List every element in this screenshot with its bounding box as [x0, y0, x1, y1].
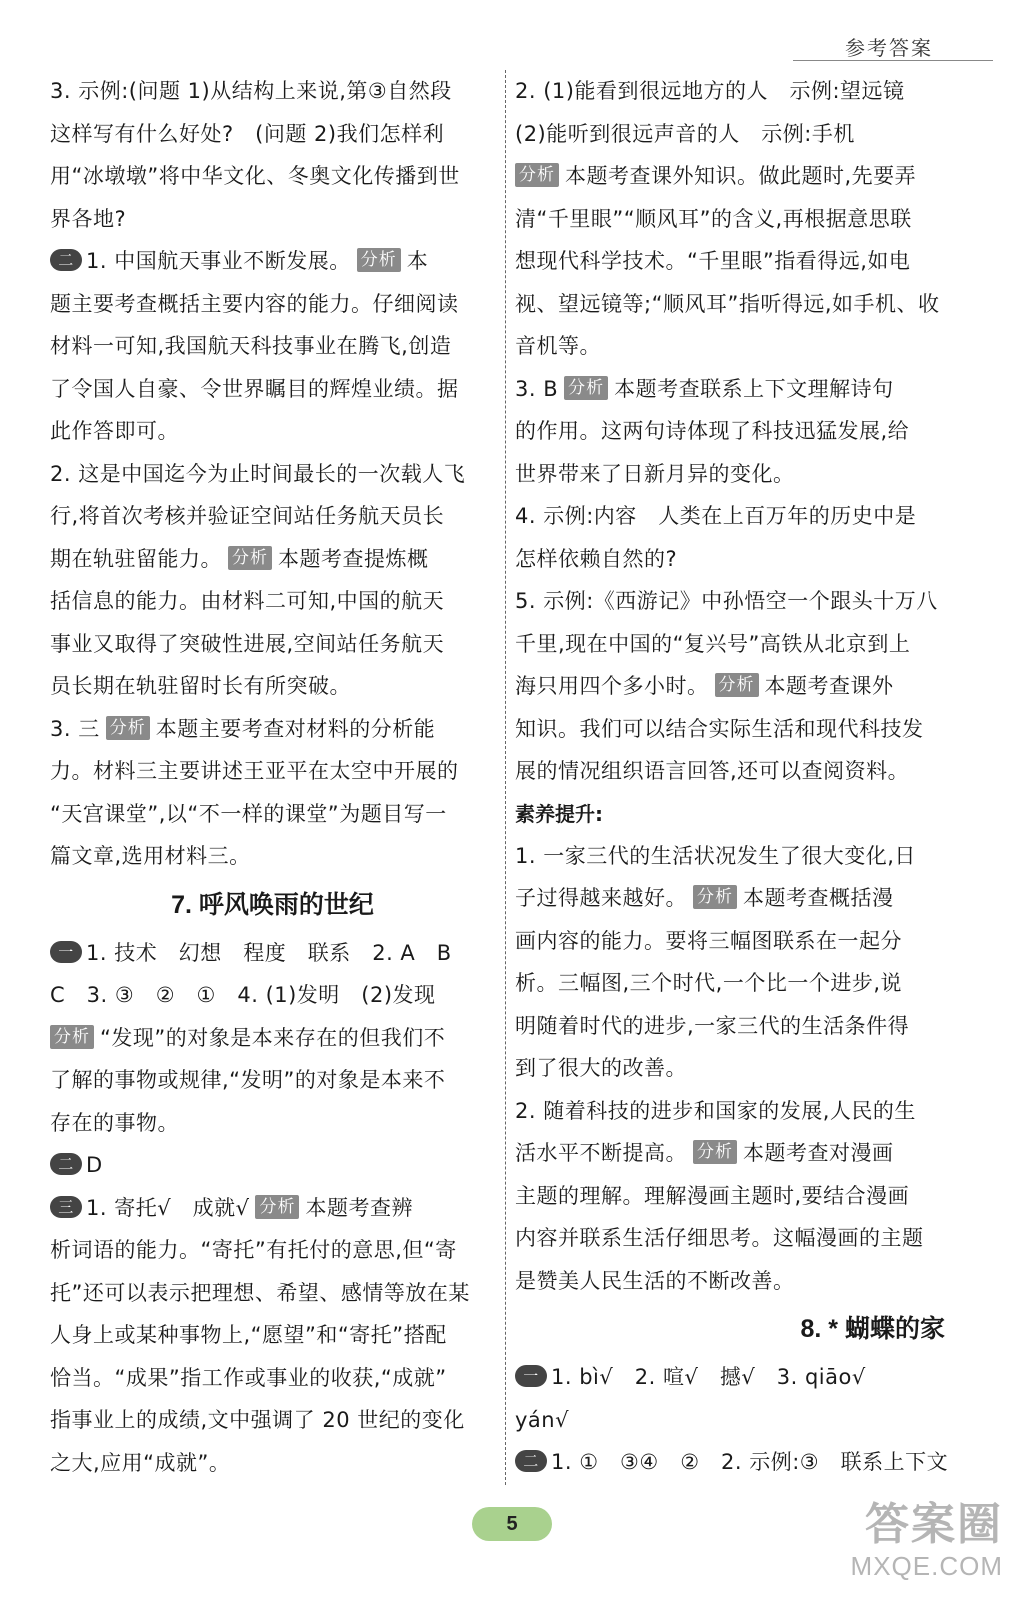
text-line: 题主要考查概括主要内容的能力。仔细阅读 — [50, 291, 459, 316]
text-line — [50, 932, 495, 975]
text-line — [515, 155, 965, 198]
text-line: 这样写有什么好处? (问题 2)我们怎样利 — [50, 121, 445, 146]
text-line: 力。材料三主要讲述王亚平在太空中开展的 — [50, 759, 459, 783]
text-line — [515, 1441, 965, 1484]
watermark — [793, 1500, 1003, 1590]
analysis-text: 本题考查课外知识。做此题时,先要弄 — [565, 164, 917, 188]
section-badge: 一 — [50, 941, 82, 963]
text-line: 了解的事物或规律,“发明”的对象是本来不 — [50, 1068, 446, 1092]
analysis-tag: 分析 — [515, 163, 559, 187]
text-line: yán√ — [515, 1407, 569, 1432]
text-line: 存在的事物。 — [50, 1110, 179, 1135]
text-line: 事业又取得了突破性进展,空间站任务航天 — [50, 631, 445, 656]
text-line: 视、望远镜等;“顺风耳”指听得远,如手机、收 — [515, 291, 940, 316]
answer-text: 3. B — [515, 376, 559, 401]
text-line: 2. (1)能看到很远地方的人 示例:望远镜 — [515, 79, 905, 103]
analysis-tag: 分析 — [693, 885, 737, 909]
text-line: 5. 示例:《西游记》中孙悟空一个跟头十万八 — [515, 589, 938, 613]
analysis-tag: 分析 — [693, 1140, 737, 1164]
answer-text: 1. 中国航天事业不断发展。 — [86, 249, 351, 273]
analysis-text: 本题考查概括漫 — [743, 886, 894, 910]
text-line — [50, 1144, 495, 1187]
answer-text: 1. ① ③④ ② 2. 示例:③ 联系上下文 — [551, 1450, 949, 1474]
text-line: 了令国人自豪、令世界瞩目的辉煌业绩。据 — [50, 376, 459, 401]
section-badge: 二 — [515, 1450, 547, 1472]
text-line: 恰当。“成果”指工作或事业的收获,“成就” — [50, 1365, 447, 1390]
text-line: 到了很大的改善。 — [515, 1056, 687, 1080]
text-line: 此作答即可。 — [50, 419, 179, 443]
text-line: “天宫课堂”,以“不一样的课堂”为题目写一 — [50, 801, 447, 826]
text-line: 析词语的能力。“寄托”有托付的意思,但“寄 — [50, 1238, 457, 1262]
text-line: 想现代科学技术。“千里眼”指看得远,如电 — [515, 249, 911, 273]
section-badge: 二 — [50, 249, 82, 271]
text-line — [515, 1132, 965, 1175]
text-line: 篇文章,选用材料三。 — [50, 844, 251, 868]
header-title: 参考答案 — [845, 36, 933, 60]
text-line — [50, 240, 495, 283]
text-line: C 3. ③ ② ① 4. (1)发明 (2)发现 — [50, 983, 436, 1007]
section-badge: 三 — [50, 1196, 82, 1218]
text-line: 行,将首次考核并验证空间站任务航天员长 — [50, 504, 445, 528]
text-line: (2)能听到很远声音的人 示例:手机 — [515, 121, 855, 146]
text-line: 括信息的能力。由材料二可知,中国的航天 — [50, 589, 445, 613]
answer-text: 3. 三 — [50, 716, 100, 741]
analysis-text: 本题考查课外 — [764, 674, 894, 698]
answer-text: 活水平不断提高。 — [515, 1141, 687, 1165]
text-line: 主题的理解。理解漫画主题时,要结合漫画 — [515, 1183, 910, 1208]
answer-text: 1. 技术 幻想 程度 联系 2. A B — [86, 940, 452, 965]
text-line: 知识。我们可以结合实际生活和现代科技发 — [515, 716, 924, 741]
text-line: 是赞美人民生活的不断改善。 — [515, 1268, 795, 1293]
analysis-text: 本题考查提炼概 — [278, 546, 429, 571]
answer-text: 1. bì√ 2. 喧√ 撼√ 3. qiāo√ — [551, 1365, 866, 1389]
column-divider — [505, 70, 506, 1485]
text-line — [515, 1356, 965, 1399]
watermark-url: MXQE.COM — [850, 1551, 1003, 1581]
text-line: 清“千里眼”“顺风耳”的含义,再根据意思联 — [515, 206, 912, 231]
text-line — [50, 708, 495, 751]
analysis-text: “发现”的对象是本来存在的但我们不 — [100, 1025, 446, 1050]
lesson-heading: 7. 呼风唤雨的世纪 — [171, 890, 374, 919]
analysis-tag: 分析 — [255, 1195, 299, 1219]
text-line: 1. 一家三代的生活状况发生了很大变化,日 — [515, 843, 916, 868]
text-line: 世界带来了日新月异的变化。 — [515, 461, 795, 486]
analysis-text: 本题主要考查对材料的分析能 — [155, 716, 436, 741]
analysis-text: 本题考查辨 — [305, 1195, 413, 1220]
lesson-heading: 8. * 蝴蝶的家 — [800, 1315, 945, 1343]
answer-text: 海只用四个多小时。 — [515, 674, 709, 698]
text-line: 之大,应用“成就”。 — [50, 1450, 231, 1475]
page-number: 5 — [472, 1507, 552, 1541]
watermark-logo: 答案圈 — [865, 1500, 1003, 1549]
text-line: 析。三幅图,三个时代,一个比一个进步,说 — [515, 971, 903, 995]
answer-text: D — [86, 1153, 103, 1177]
header-rule — [793, 60, 993, 61]
analysis-text: 本题考查联系上下文理解诗句 — [614, 376, 894, 401]
text-line — [515, 877, 965, 920]
analysis-tag: 分析 — [715, 673, 759, 697]
answer-text: 1. 寄托√ 成就√ — [86, 1195, 250, 1220]
section-badge: 二 — [50, 1153, 82, 1175]
analysis-tag: 分析 — [564, 376, 608, 400]
analysis-text: 本题考查对漫画 — [743, 1141, 894, 1165]
text-line — [50, 1017, 495, 1060]
answer-text: 期在轨驻留能力。 — [50, 546, 222, 571]
text-line: 明随着时代的进步,一家三代的生活条件得 — [515, 1013, 910, 1038]
text-line — [50, 1187, 495, 1230]
text-line: 的作用。这两句诗体现了科技迅猛发展,给 — [515, 419, 910, 443]
text-line: 音机等。 — [515, 334, 601, 358]
text-line: 3. 示例:(问题 1)从结构上来说,第③自然段 — [50, 79, 452, 103]
page-header — [793, 28, 993, 68]
analysis-tag: 分析 — [228, 546, 272, 570]
text-line: 材料一可知,我国航天科技事业在腾飞,创造 — [50, 334, 452, 358]
analysis-tag: 分析 — [106, 716, 150, 740]
text-line: 2. 这是中国迄今为止时间最长的一次载人飞 — [50, 461, 466, 486]
text-line: 人身上或某种事物上,“愿望”和“寄托”搭配 — [50, 1323, 447, 1347]
analysis-text: 本 — [406, 249, 429, 273]
left-column — [50, 70, 495, 1484]
answer-text: 子过得越来越好。 — [515, 886, 687, 910]
section-badge: 一 — [515, 1365, 547, 1387]
text-line: 画内容的能力。要将三幅图联系在一起分 — [515, 928, 902, 953]
text-line: 员长期在轨驻留时长有所突破。 — [50, 674, 351, 698]
text-line — [515, 665, 965, 708]
section-subtitle: 素养提升: — [515, 801, 603, 826]
text-line: 展的情况组织语言回答,还可以查阅资料。 — [515, 759, 910, 783]
text-line: 内容并联系生活仔细思考。这幅漫画的主题 — [515, 1226, 924, 1250]
text-line: 千里,现在中国的“复兴号”高铁从北京到上 — [515, 631, 911, 656]
text-line: 用“冰墩墩”将中华文化、冬奥文化传播到世 — [50, 164, 460, 188]
text-line — [515, 368, 965, 411]
text-line: 界各地? — [50, 206, 127, 231]
analysis-tag: 分析 — [357, 248, 401, 272]
analysis-tag: 分析 — [50, 1025, 94, 1049]
right-column — [515, 70, 965, 1484]
text-line: 指事业上的成绩,文中强调了 20 世纪的变化 — [50, 1408, 465, 1432]
text-line: 2. 随着科技的进步和国家的发展,人民的生 — [515, 1098, 916, 1123]
text-line: 怎样依赖自然的? — [515, 546, 678, 571]
text-line — [50, 538, 495, 581]
text-line: 托”还可以表示把理想、希望、感情等放在某 — [50, 1280, 470, 1305]
text-line: 4. 示例:内容 人类在上百万年的历史中是 — [515, 504, 917, 528]
